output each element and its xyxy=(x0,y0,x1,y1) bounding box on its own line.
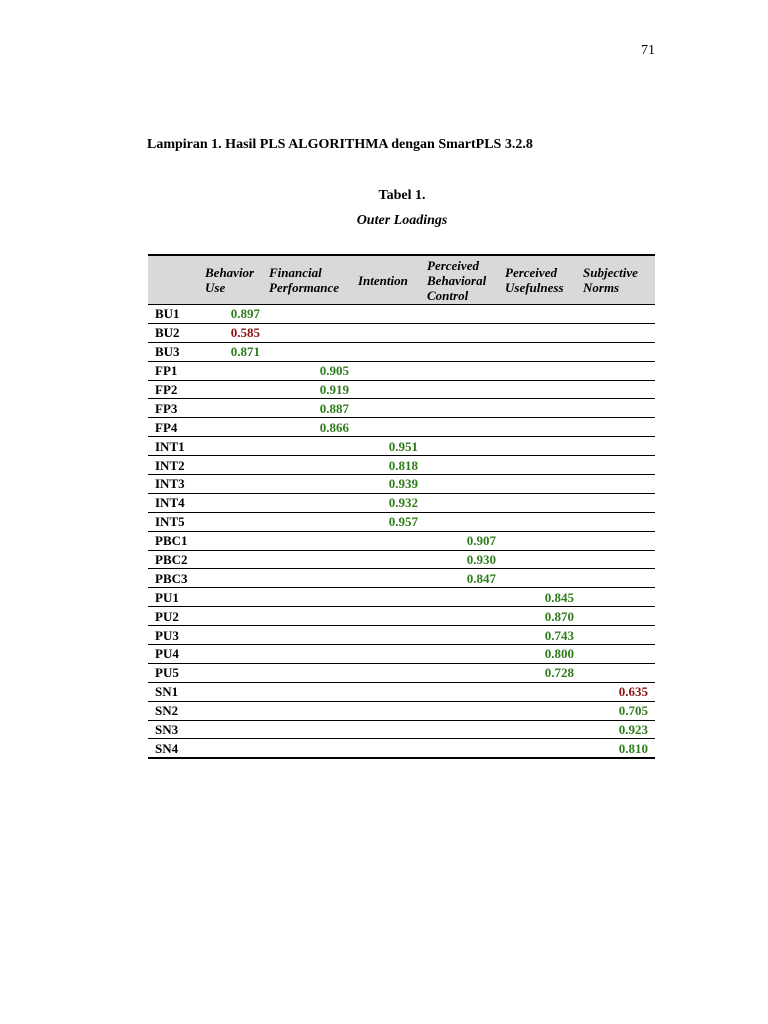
header-subjective-norms: Subjective Norms xyxy=(581,255,655,305)
loading-value: 0.919 xyxy=(267,380,356,399)
appendix-heading: Lampiran 1. Hasil PLS ALGORITHMA dengan SmartPLS 3.2.8 xyxy=(147,137,533,152)
empty-cell xyxy=(503,305,581,324)
indicator-label: INT1 xyxy=(148,437,203,456)
table-row xyxy=(148,720,655,739)
page-number: 71 xyxy=(641,43,655,58)
loading-value: 0.847 xyxy=(425,569,503,588)
empty-cell xyxy=(203,569,267,588)
table-row xyxy=(148,380,655,399)
empty-cell xyxy=(581,569,655,588)
empty-cell xyxy=(203,418,267,437)
empty-cell xyxy=(581,361,655,380)
table-row xyxy=(148,569,655,588)
header-financial-performance: Financial Performance xyxy=(267,255,356,305)
loading-value: 0.743 xyxy=(503,626,581,645)
loading-value: 0.818 xyxy=(356,456,425,475)
table-row xyxy=(148,437,655,456)
header-intention: Intention xyxy=(356,255,425,305)
empty-cell xyxy=(503,739,581,758)
empty-cell xyxy=(203,512,267,531)
empty-cell xyxy=(425,626,503,645)
empty-cell xyxy=(425,493,503,512)
indicator-label: INT5 xyxy=(148,512,203,531)
indicator-label: PBC1 xyxy=(148,531,203,550)
empty-cell xyxy=(356,645,425,664)
empty-cell xyxy=(203,588,267,607)
loading-value: 0.907 xyxy=(425,531,503,550)
table-row xyxy=(148,701,655,720)
loading-value: 0.887 xyxy=(267,399,356,418)
empty-cell xyxy=(581,475,655,494)
table-body xyxy=(148,305,655,759)
indicator-label: PU1 xyxy=(148,588,203,607)
loading-value: 0.728 xyxy=(503,663,581,682)
empty-cell xyxy=(581,663,655,682)
indicator-label: FP1 xyxy=(148,361,203,380)
loading-value: 0.951 xyxy=(356,437,425,456)
indicator-label: PU2 xyxy=(148,607,203,626)
indicator-label: INT3 xyxy=(148,475,203,494)
table-row xyxy=(148,607,655,626)
empty-cell xyxy=(581,512,655,531)
empty-cell xyxy=(503,418,581,437)
indicator-label: INT2 xyxy=(148,456,203,475)
empty-cell xyxy=(267,550,356,569)
empty-cell xyxy=(203,607,267,626)
indicator-label: FP2 xyxy=(148,380,203,399)
empty-cell xyxy=(356,682,425,701)
empty-cell xyxy=(503,701,581,720)
empty-cell xyxy=(581,456,655,475)
table-row xyxy=(148,663,655,682)
empty-cell xyxy=(356,361,425,380)
empty-cell xyxy=(356,739,425,758)
empty-cell xyxy=(425,663,503,682)
empty-cell xyxy=(425,512,503,531)
table-row xyxy=(148,739,655,758)
empty-cell xyxy=(581,437,655,456)
empty-cell xyxy=(203,361,267,380)
table-row xyxy=(148,342,655,361)
empty-cell xyxy=(203,399,267,418)
loading-value: 0.871 xyxy=(203,342,267,361)
loading-value: 0.905 xyxy=(267,361,356,380)
loading-value: 0.930 xyxy=(425,550,503,569)
empty-cell xyxy=(425,323,503,342)
indicator-label: FP4 xyxy=(148,418,203,437)
empty-cell xyxy=(267,720,356,739)
table-row xyxy=(148,305,655,324)
empty-cell xyxy=(267,645,356,664)
table-row xyxy=(148,399,655,418)
empty-cell xyxy=(503,550,581,569)
empty-cell xyxy=(503,437,581,456)
header-behavior-use: Behavior Use xyxy=(203,255,267,305)
empty-cell xyxy=(425,588,503,607)
empty-cell xyxy=(581,305,655,324)
table-row xyxy=(148,418,655,437)
empty-cell xyxy=(203,550,267,569)
empty-cell xyxy=(581,626,655,645)
empty-cell xyxy=(267,663,356,682)
table-row xyxy=(148,493,655,512)
empty-cell xyxy=(503,493,581,512)
empty-cell xyxy=(425,399,503,418)
empty-cell xyxy=(425,456,503,475)
empty-cell xyxy=(503,399,581,418)
empty-cell xyxy=(356,323,425,342)
empty-cell xyxy=(267,456,356,475)
loading-value: 0.845 xyxy=(503,588,581,607)
empty-cell xyxy=(356,380,425,399)
empty-cell xyxy=(267,588,356,607)
loading-value: 0.932 xyxy=(356,493,425,512)
empty-cell xyxy=(503,531,581,550)
empty-cell xyxy=(581,645,655,664)
table-row xyxy=(148,475,655,494)
loading-value: 0.939 xyxy=(356,475,425,494)
empty-cell xyxy=(267,682,356,701)
empty-cell xyxy=(203,720,267,739)
empty-cell xyxy=(267,475,356,494)
empty-cell xyxy=(581,493,655,512)
empty-cell xyxy=(581,588,655,607)
empty-cell xyxy=(267,626,356,645)
empty-cell xyxy=(203,456,267,475)
empty-cell xyxy=(503,323,581,342)
empty-cell xyxy=(581,399,655,418)
empty-cell xyxy=(267,493,356,512)
empty-cell xyxy=(581,607,655,626)
table-row xyxy=(148,456,655,475)
indicator-label: BU1 xyxy=(148,305,203,324)
loading-value: 0.866 xyxy=(267,418,356,437)
empty-cell xyxy=(425,701,503,720)
empty-cell xyxy=(581,531,655,550)
empty-cell xyxy=(425,437,503,456)
indicator-label: SN2 xyxy=(148,701,203,720)
empty-cell xyxy=(425,361,503,380)
table-row xyxy=(148,626,655,645)
table-row xyxy=(148,682,655,701)
empty-cell xyxy=(425,342,503,361)
loading-value: 0.957 xyxy=(356,512,425,531)
loading-value: 0.585 xyxy=(203,323,267,342)
empty-cell xyxy=(425,607,503,626)
empty-cell xyxy=(503,342,581,361)
empty-cell xyxy=(356,626,425,645)
empty-cell xyxy=(503,380,581,399)
indicator-label: INT4 xyxy=(148,493,203,512)
empty-cell xyxy=(203,626,267,645)
indicator-label: SN4 xyxy=(148,739,203,758)
empty-cell xyxy=(581,550,655,569)
table-title: Tabel 1. xyxy=(378,188,426,203)
empty-cell xyxy=(425,682,503,701)
empty-cell xyxy=(425,739,503,758)
loading-value: 0.635 xyxy=(581,682,655,701)
indicator-label: SN3 xyxy=(148,720,203,739)
empty-cell xyxy=(267,323,356,342)
empty-cell xyxy=(356,399,425,418)
loading-value: 0.800 xyxy=(503,645,581,664)
empty-cell xyxy=(267,531,356,550)
empty-cell xyxy=(581,380,655,399)
empty-cell xyxy=(503,361,581,380)
header-perceived-behavioral-control: Perceived Behavioral Control xyxy=(425,255,503,305)
empty-cell xyxy=(503,720,581,739)
outer-loadings-table xyxy=(148,254,655,759)
table-row xyxy=(148,323,655,342)
empty-cell xyxy=(356,607,425,626)
empty-cell xyxy=(425,475,503,494)
empty-cell xyxy=(203,701,267,720)
empty-cell xyxy=(203,380,267,399)
empty-cell xyxy=(356,663,425,682)
indicator-label: PBC2 xyxy=(148,550,203,569)
empty-cell xyxy=(203,645,267,664)
header-indicator xyxy=(148,255,203,305)
empty-cell xyxy=(267,607,356,626)
loading-value: 0.923 xyxy=(581,720,655,739)
empty-cell xyxy=(425,645,503,664)
empty-cell xyxy=(203,531,267,550)
empty-cell xyxy=(267,512,356,531)
empty-cell xyxy=(356,569,425,588)
empty-cell xyxy=(356,588,425,607)
empty-cell xyxy=(356,701,425,720)
loading-value: 0.810 xyxy=(581,739,655,758)
empty-cell xyxy=(203,663,267,682)
table-row xyxy=(148,645,655,664)
indicator-label: PU5 xyxy=(148,663,203,682)
table-row xyxy=(148,550,655,569)
empty-cell xyxy=(425,418,503,437)
empty-cell xyxy=(425,305,503,324)
table-row xyxy=(148,512,655,531)
empty-cell xyxy=(356,720,425,739)
table-row xyxy=(148,361,655,380)
empty-cell xyxy=(267,437,356,456)
empty-cell xyxy=(425,720,503,739)
header-perceived-usefulness: Perceived Usefulness xyxy=(503,255,581,305)
empty-cell xyxy=(581,418,655,437)
empty-cell xyxy=(267,305,356,324)
empty-cell xyxy=(203,493,267,512)
indicator-label: FP3 xyxy=(148,399,203,418)
empty-cell xyxy=(356,531,425,550)
table-header-row xyxy=(148,255,655,305)
empty-cell xyxy=(356,550,425,569)
empty-cell xyxy=(356,342,425,361)
empty-cell xyxy=(356,418,425,437)
empty-cell xyxy=(203,475,267,494)
empty-cell xyxy=(581,323,655,342)
empty-cell xyxy=(503,475,581,494)
loading-value: 0.705 xyxy=(581,701,655,720)
indicator-label: PU4 xyxy=(148,645,203,664)
empty-cell xyxy=(581,342,655,361)
loading-value: 0.870 xyxy=(503,607,581,626)
empty-cell xyxy=(503,456,581,475)
empty-cell xyxy=(203,682,267,701)
indicator-label: SN1 xyxy=(148,682,203,701)
empty-cell xyxy=(267,739,356,758)
empty-cell xyxy=(503,569,581,588)
empty-cell xyxy=(267,569,356,588)
indicator-label: PBC3 xyxy=(148,569,203,588)
empty-cell xyxy=(203,739,267,758)
empty-cell xyxy=(267,701,356,720)
empty-cell xyxy=(425,380,503,399)
empty-cell xyxy=(203,437,267,456)
table-subtitle: Outer Loadings xyxy=(356,213,448,228)
empty-cell xyxy=(503,512,581,531)
table-row xyxy=(148,531,655,550)
empty-cell xyxy=(267,342,356,361)
indicator-label: BU2 xyxy=(148,323,203,342)
empty-cell xyxy=(503,682,581,701)
indicator-label: PU3 xyxy=(148,626,203,645)
empty-cell xyxy=(356,305,425,324)
table-row xyxy=(148,588,655,607)
indicator-label: BU3 xyxy=(148,342,203,361)
loading-value: 0.897 xyxy=(203,305,267,324)
